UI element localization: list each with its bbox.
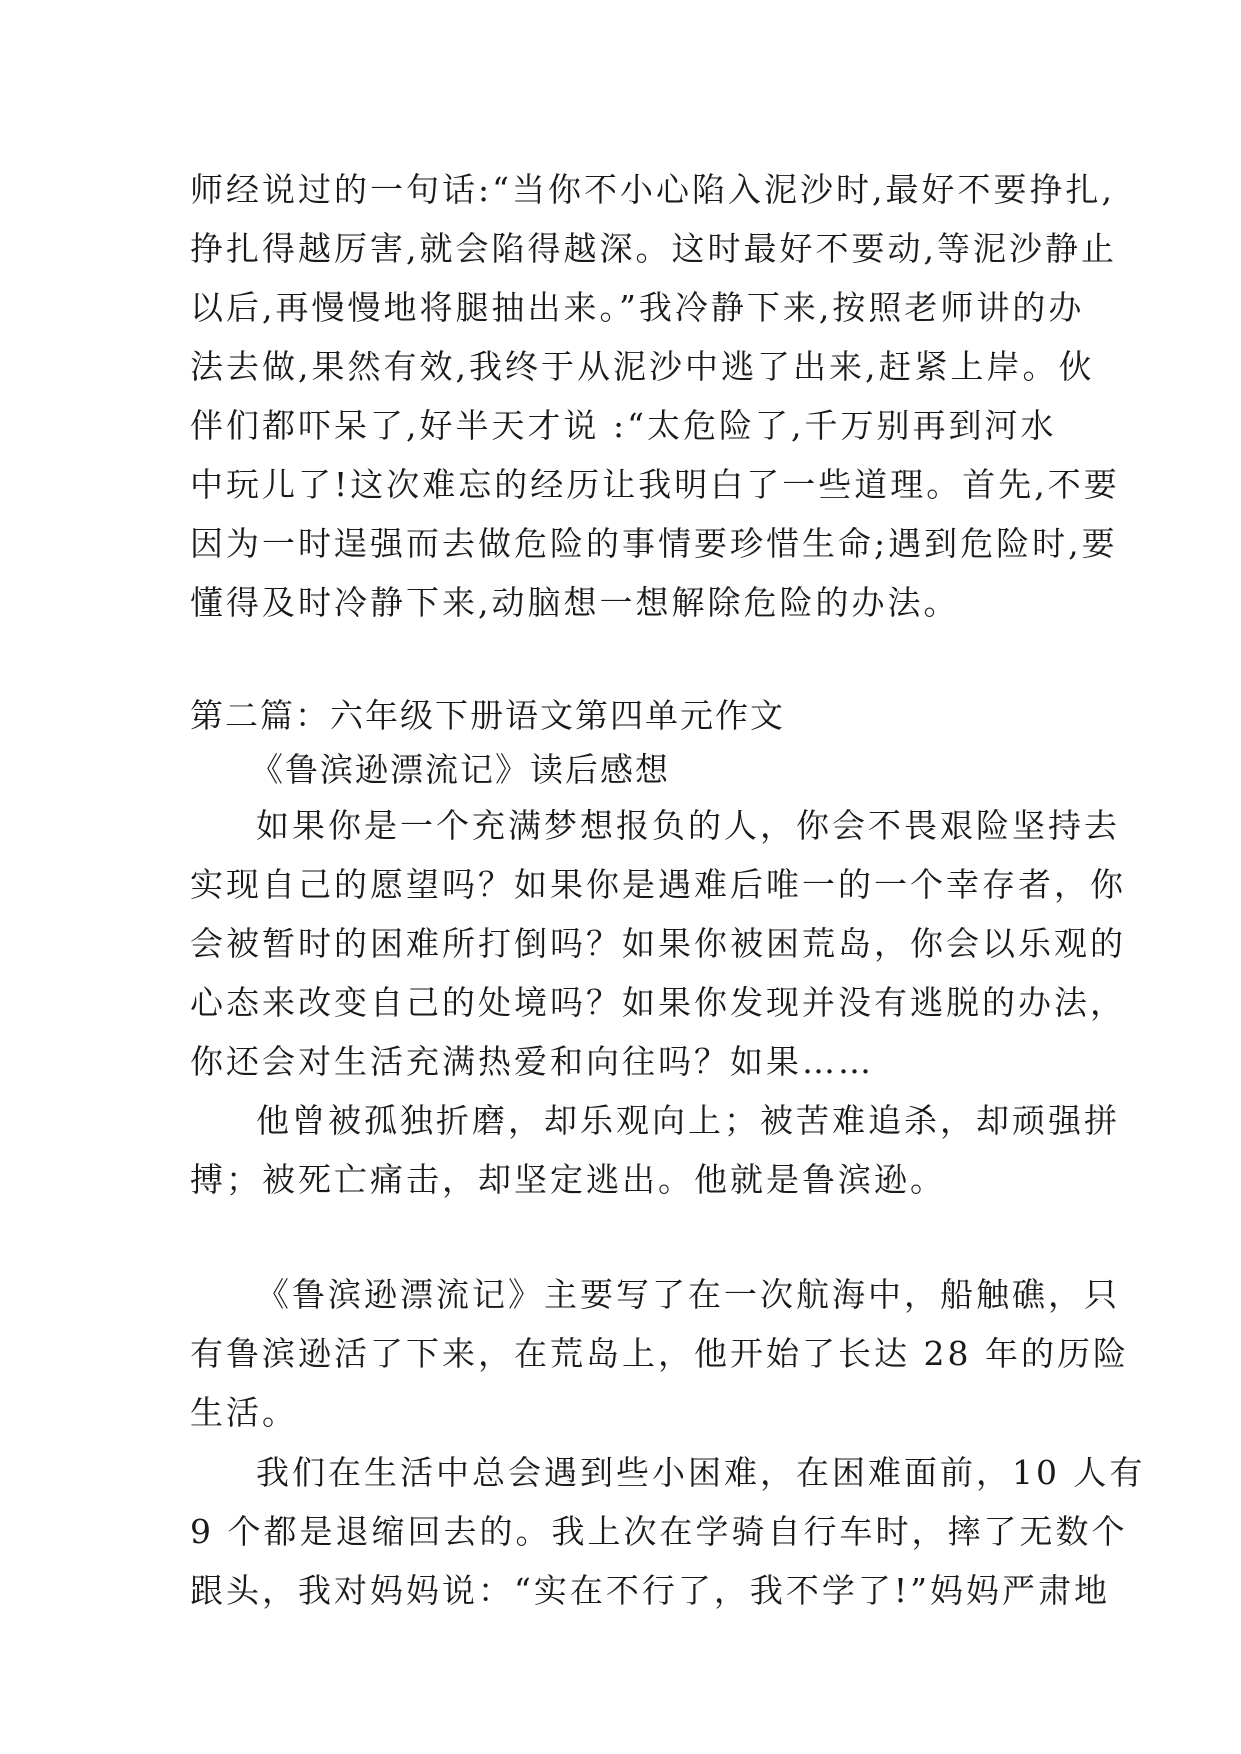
text-line: 《鲁滨逊漂流记》主要写了在一次航海中，船触礁，只 — [256, 1275, 1120, 1314]
paragraph-4 — [190, 1443, 1146, 1620]
text-line: 挣扎得越厉害,就会陷得越深。这时最好不要动,等泥沙静止 — [190, 229, 1117, 268]
section-title — [190, 686, 1070, 745]
section-title-text: 第二篇：六年级下册语文第四单元作文 — [190, 696, 785, 735]
paragraph-1 — [190, 796, 1126, 1091]
text-line: 生活。 — [190, 1393, 298, 1432]
essay-title — [190, 740, 1070, 799]
text-line: 搏；被死亡痛击，却坚定逃出。他就是鲁滨逊。 — [190, 1160, 946, 1199]
paragraph-3 — [190, 1265, 1129, 1442]
text-line: 跟头，我对妈妈说：“实在不行了，我不学了!”妈妈严肃地 — [190, 1571, 1111, 1610]
text-line: 我们在生活中总会遇到些小困难，在困难面前，10 人有 — [256, 1453, 1146, 1492]
text-line: 心态来改变自己的处境吗？如果你发现并没有逃脱的办法， — [190, 983, 1126, 1022]
text-line: 伴们都吓呆了,好半天才说 :“太危险了,千万别再到河水 — [190, 406, 1057, 445]
text-line: 如果你是一个充满梦想报负的人，你会不畏艰险坚持去 — [256, 806, 1120, 845]
text-line: 他曾被孤独折磨，却乐观向上；被苦难追杀，却顽强拼 — [256, 1101, 1120, 1140]
text-line: 师经说过的一句话:“当你不小心陷入泥沙时,最好不要挣扎, — [190, 170, 1115, 209]
text-line: 有鲁滨逊活了下来，在荒岛上，他开始了长达 28 年的历险 — [190, 1334, 1129, 1373]
text-line: 你还会对生活充满热爱和向往吗？如果…… — [190, 1042, 874, 1081]
paragraph-2 — [190, 1091, 1120, 1209]
text-line: 以后,再慢慢地将腿抽出来。”我冷静下来,按照老师讲的办 — [190, 288, 1085, 327]
text-line: 懂得及时冷静下来,动脑想一想解除危险的办法。 — [190, 583, 960, 622]
text-line: 法去做,果然有效,我终于从泥沙中逃了出来,赶紧上岸。伙 — [190, 347, 1095, 386]
text-line: 9 个都是退缩回去的。我上次在学骑自行车时，摔了无数个 — [190, 1512, 1128, 1551]
essay-title-text: 《鲁滨逊漂流记》读后感想 — [250, 750, 670, 789]
text-line: 会被暂时的困难所打倒吗？如果你被困荒岛，你会以乐观的 — [190, 924, 1126, 963]
text-line: 因为一时逞强而去做危险的事情要珍惜生命;遇到危险时,要 — [190, 524, 1118, 563]
text-line: 实现自己的愿望吗？如果你是遇难后唯一的一个幸存者，你 — [190, 865, 1126, 904]
essay-continuation-paragraph — [190, 160, 1120, 632]
text-line: 中玩儿了!这次难忘的经历让我明白了一些道理。首先,不要 — [190, 465, 1120, 504]
